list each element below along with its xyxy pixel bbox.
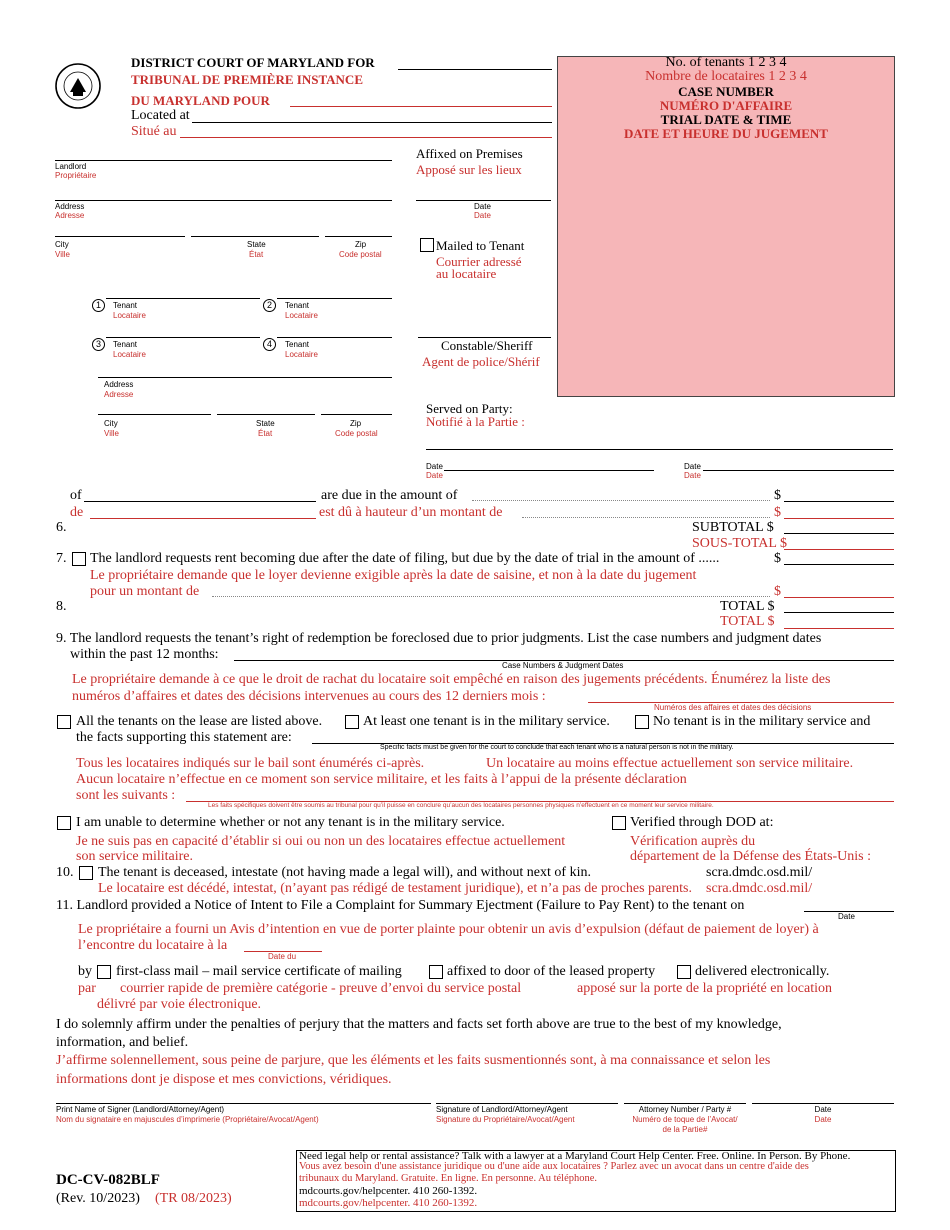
signer-name-label-fr: Nom du signataire en majuscules d’imprimerie (Propriétaire/Avocat/Agent) [56, 1115, 319, 1124]
tenant-state-label: State [256, 419, 275, 428]
tenant-3-field[interactable] [106, 337, 260, 338]
item-11-date-caption-fr: Date du [268, 952, 297, 961]
constable-label: Constable/Sheriff [441, 338, 533, 353]
affixed-date-field[interactable] [416, 200, 551, 201]
rent-period-field[interactable] [84, 501, 316, 502]
located-at-label-fr: Situé au [131, 124, 177, 139]
tenant-in-military-label-fr: Un locataire au moins effectue actuellement son service militaire. [486, 756, 854, 771]
tenant-state-label-fr: État [258, 429, 273, 438]
military-facts-label-fr: sont les suivants : [76, 788, 176, 803]
case-number-label: CASE NUMBER [678, 84, 774, 99]
form-translation-revision: (TR 08/2023) [155, 1191, 232, 1206]
item-7-text-fr-2: pour un montant de [90, 584, 200, 599]
dod-verified-label: Verified through DOD at: [630, 815, 774, 830]
landlord-label: Landlord [55, 162, 87, 171]
served-label: Served on Party: [426, 401, 513, 416]
due-leader-fr [522, 517, 770, 518]
affixed-date-label-fr: Date [474, 211, 491, 220]
served-date-2-field[interactable] [703, 470, 894, 471]
tenant-4-number: 4 [263, 338, 276, 351]
item-11-text: 11. Landlord provided a Notice of Intent to File a Complaint for Summary Ejectment (Failure to Pay Rent) to the tenant on [56, 898, 745, 913]
of-label-fr: de [70, 505, 84, 520]
item-9-caption: Case Numbers & Judgment Dates [502, 661, 624, 670]
served-date-2-label: Date [684, 462, 701, 471]
subtotal-line-fr [784, 549, 894, 550]
served-date-1-label-fr: Date [426, 471, 443, 480]
help-center-box [296, 1150, 896, 1212]
signature-date-field[interactable] [752, 1103, 894, 1104]
court-title-fr-1: TRIBUNAL DE PREMIÈRE INSTANCE [131, 72, 363, 87]
tenant-1-field[interactable] [106, 298, 260, 299]
affixed-date-label: Date [474, 202, 491, 211]
due-label: are due in the amount of [321, 488, 458, 503]
court-county-line-fr [290, 106, 552, 107]
attorney-number-label-fr-1: Numéro de toque de l’Avocat/ [632, 1115, 738, 1124]
tenant-2-label-fr: Locataire [285, 311, 318, 320]
served-party-field[interactable] [426, 449, 893, 450]
mailed-label-fr-1: Courrier adressé [436, 254, 522, 269]
help-contact-en[interactable]: mdcourts.gov/helpcenter. 410 260-1392. [299, 1185, 478, 1197]
tenant-address-label: Address [104, 380, 134, 389]
item-8-number: 8. [56, 599, 67, 614]
delivered-electronically-checkbox[interactable] [677, 965, 691, 979]
tenant-zip-label-fr: Code postal [335, 429, 378, 438]
item-11-date-caption: Date [838, 912, 855, 921]
subtotal-field[interactable] [784, 533, 894, 534]
total-line-fr [784, 628, 894, 629]
served-date-2-label-fr: Date [684, 471, 701, 480]
affirmation-fr-2: informations dont je dispose et mes convictions, véridiques. [56, 1072, 392, 1087]
due-amount-field[interactable] [784, 501, 894, 502]
state-label: State [247, 240, 266, 249]
item-7-leader-fr [212, 596, 770, 597]
served-date-1-field[interactable] [444, 470, 654, 471]
tenant-address-label-fr: Adresse [104, 390, 134, 399]
mailed-label: Mailed to Tenant [436, 238, 525, 253]
total-label: TOTAL $ [720, 599, 775, 614]
item-7-number: 7. [56, 551, 67, 566]
landlord-label-fr: Propriétaire [55, 171, 97, 180]
zip-label-fr: Code postal [339, 250, 382, 259]
delivered-electronically-label-fr: délivré par voie électronique. [97, 997, 262, 1012]
landlord-field[interactable] [55, 160, 392, 161]
constable-label-fr: Agent de police/Shérif [422, 354, 540, 369]
located-at-label: Located at [131, 108, 190, 123]
attorney-number-label-fr-2: de la Partie# [662, 1125, 708, 1134]
affixed-label: Affixed on Premises [416, 146, 523, 161]
item-11-text-fr-1: Le propriétaire a fourni un Avis d’intention en vue de porter plainte pour obtenir un avis d’expulsion (défaut de paiement de loyer) à [78, 922, 819, 937]
tenant-count-label: No. of tenants 1 2 3 4 [665, 55, 787, 70]
case-info-box [557, 56, 895, 397]
no-tenant-military-checkbox[interactable] [635, 715, 649, 729]
item-10-checkbox[interactable] [79, 866, 93, 880]
signature-date-label: Date [814, 1105, 832, 1114]
affixed-door-label-fr: apposé sur la porte de la propriété en location [577, 981, 833, 996]
due-label-fr: est dû à hauteur d’un montant de [319, 505, 503, 520]
signature-label-fr: Signature du Propriétaire/Avocat/Agent [436, 1115, 575, 1124]
affixed-door-checkbox[interactable] [429, 965, 443, 979]
item-9-text-fr-1: Le propriétaire demande à ce que le droit de rachat du locataire soit empêché en raison des jugements précédents. Énumérez la liste des [72, 672, 831, 687]
affixed-label-fr: Apposé sur les lieux [416, 162, 522, 177]
form-revision: (Rev. 10/2023) [56, 1191, 140, 1206]
served-label-fr: Notifié à la Partie : [426, 414, 525, 429]
case-number-label-fr: NUMÉRO D'AFFAIRE [659, 98, 793, 113]
landlord-city-field[interactable] [55, 236, 185, 237]
tenant-in-military-label: At least one tenant is in the military service. [363, 714, 610, 729]
tenant-address-field[interactable] [98, 377, 392, 378]
all-tenants-listed-checkbox[interactable] [57, 715, 71, 729]
item-7-checkbox[interactable] [72, 552, 86, 566]
unable-determine-label: I am unable to determine whether or not any tenant is in the military service. [76, 815, 505, 830]
unable-determine-label-fr-1: Je ne suis pas en capacité d’établir si oui ou non un des locataires effectue actuellement [76, 834, 566, 849]
dod-url-fr[interactable]: scra.dmdc.osd.mil/ [706, 881, 813, 896]
of-label: of [70, 488, 82, 503]
form-id: DC-CV-082BLF [56, 1172, 160, 1188]
unable-determine-label-fr-2: son service militaire. [76, 849, 194, 864]
landlord-state-field[interactable] [191, 236, 319, 237]
landlord-address-field[interactable] [55, 200, 392, 201]
item-10-text: The tenant is deceased, intestate (not having made a legal will), and without next of kin. [98, 865, 591, 880]
due-dollar-fr: $ [774, 505, 781, 520]
tenant-2-label: Tenant [285, 301, 310, 310]
court-seal [54, 58, 102, 114]
located-at-field[interactable] [192, 122, 552, 123]
item-10-text-fr: Le locataire est décédé, intestat, (n’ayant pas rédigé de testament juridique), et n’a pas de proches parents. [98, 881, 692, 896]
tenant-city-field[interactable] [98, 414, 211, 415]
signature-field[interactable] [436, 1103, 618, 1104]
first-class-mail-label-fr: courrier rapide de première catégorie - preuve d’envoi du service postal [120, 981, 522, 996]
unable-determine-checkbox[interactable] [57, 816, 71, 830]
item-7-dollar-fr: $ [774, 584, 781, 599]
total-field[interactable] [784, 612, 894, 613]
trial-date-label-fr: DATE ET HEURE DU JUGEMENT [624, 126, 828, 141]
tenant-2-field[interactable] [277, 298, 392, 299]
item-7-text-fr-1: Le propriétaire demande que le loyer devienne exigible après la date de saisine, et non à la date du jugement [90, 568, 697, 583]
landlord-zip-field[interactable] [325, 236, 392, 237]
tenant-1-label: Tenant [113, 301, 138, 310]
military-facts-caption-fr: Les faits spécifiques doivent être soumis au tribunal pour qu’il puisse en conclure qu’aucun des locataires personnes physiques n’effectuent en ce moment leur service militaire. [208, 802, 714, 809]
tenant-1-label-fr: Locataire [113, 311, 146, 320]
affirmation-fr-1: J’affirme solennellement, sous peine de parjure, que les éléments et les faits susmentionnés sont, à ma connaissance et selon les [56, 1053, 771, 1068]
tenant-3-label: Tenant [113, 340, 138, 349]
item-9-text-fr-2: numéros d’affaires et dates des décisions intervenues au cours des 12 derniers mois : [72, 689, 546, 704]
signer-name-label: Print Name of Signer (Landlord/Attorney/Agent) [56, 1105, 225, 1114]
item-6-number: 6. [56, 520, 67, 535]
zip-label: Zip [355, 240, 367, 249]
mailed-label-fr-2: au locataire [436, 266, 497, 281]
all-tenants-listed-label-fr: Tous les locataires indiqués sur le bail sont énumérés ci-après. [76, 756, 425, 771]
address-label: Address [55, 202, 85, 211]
tenant-4-label: Tenant [285, 340, 310, 349]
tenant-3-number: 3 [92, 338, 105, 351]
tenant-zip-field[interactable] [321, 414, 392, 415]
located-at-line-fr [180, 137, 552, 138]
tenant-3-label-fr: Locataire [113, 350, 146, 359]
dod-verified-label-fr-1: Vérification auprès du [630, 834, 756, 849]
item-9-text-1: 9. The landlord requests the tenant’s right of redemption be foreclosed due to prior judgments. List the case numbers and judgment dates [56, 631, 822, 646]
item-7-amount-line-fr [784, 597, 894, 598]
by-label: by [78, 964, 92, 979]
attorney-number-field[interactable] [624, 1103, 746, 1104]
item-9-text-2: within the past 12 months: [70, 647, 219, 662]
tenant-4-field[interactable] [277, 337, 392, 338]
trial-date-label: TRIAL DATE & TIME [660, 112, 792, 127]
delivered-electronically-label: delivered electronically. [695, 964, 830, 979]
state-label-fr: État [249, 250, 264, 259]
help-text-fr-2: tribunaux du Maryland. Gratuite. En ligne. En personne. Au téléphone. [299, 1173, 598, 1184]
signature-label: Signature of Landlord/Attorney/Agent [436, 1105, 568, 1114]
court-title-fr-2: DU MARYLAND POUR [131, 93, 270, 108]
military-facts-label: the facts supporting this statement are: [76, 730, 292, 745]
dod-url[interactable]: scra.dmdc.osd.mil/ [706, 865, 813, 880]
item-10-number: 10. [56, 865, 74, 880]
tenant-2-number: 2 [263, 299, 276, 312]
by-label-fr: par [78, 981, 96, 996]
due-dollar: $ [774, 488, 781, 503]
address-label-fr: Adresse [55, 211, 85, 220]
subtotal-label: SUBTOTAL $ [692, 520, 774, 535]
city-label: City [55, 240, 69, 249]
due-amount-line-fr [784, 518, 894, 519]
dod-verified-label-fr-2: département de la Défense des États-Unis : [630, 849, 872, 864]
subtotal-label-fr: SOUS-TOTAL $ [692, 536, 787, 551]
signature-date-label-fr: Date [814, 1115, 832, 1124]
served-date-1-label: Date [426, 462, 443, 471]
affirmation-en-2: information, and belief. [56, 1035, 189, 1050]
all-tenants-listed-label: All the tenants on the lease are listed above. [76, 714, 323, 729]
dod-verified-checkbox[interactable] [612, 816, 626, 830]
tenant-in-military-checkbox[interactable] [345, 715, 359, 729]
affixed-door-label: affixed to door of the leased property [447, 964, 656, 979]
item-7-amount-field[interactable] [784, 564, 894, 565]
court-county-line[interactable] [398, 69, 552, 70]
tenant-city-label-fr: Ville [104, 429, 119, 438]
item-7-text: The landlord requests rent becoming due after the date of filing, but due by the date of trial in the amount of ...... [90, 551, 720, 566]
signer-name-field[interactable] [56, 1103, 431, 1104]
rent-period-line-fr [90, 518, 316, 519]
tenant-city-label: City [104, 419, 118, 428]
no-tenant-military-label-fr: Aucun locataire n’effectue en ce moment son service militaire, et les faits à l’appui de la présente déclaration [76, 772, 687, 787]
item-9-caption-fr: Numéros des affaires et dates des décisions [654, 703, 812, 712]
item-11-text-fr-2: l’encontre du locataire à la [78, 938, 228, 953]
first-class-mail-label: first-class mail – mail service certificate of mailing [116, 964, 402, 979]
tenant-4-label-fr: Locataire [285, 350, 318, 359]
city-label-fr: Ville [55, 250, 70, 259]
total-label-fr: TOTAL $ [720, 614, 775, 629]
help-contact-fr[interactable]: mdcourts.gov/helpcenter. 410 260-1392. [299, 1197, 478, 1209]
due-leader [472, 500, 770, 501]
first-class-mail-checkbox[interactable] [97, 965, 111, 979]
help-text-en: Need legal help or rental assistance? Talk with a lawyer at a Maryland Court Help Center. Free. Online. In Person. By Phone. [299, 1150, 851, 1162]
tenant-1-number: 1 [92, 299, 105, 312]
mailed-checkbox[interactable] [420, 238, 434, 252]
tenant-state-field[interactable] [217, 414, 315, 415]
tenant-count-label-fr: Nombre de locataires 1 2 3 4 [645, 69, 807, 84]
help-text-fr-1: Vous avez besoin d'une assistance juridique ou d'une aide aux locataires ? Parlez avec un avocat dans un centre d'aide des [299, 1161, 809, 1172]
tenant-zip-label: Zip [350, 419, 362, 428]
item-7-dollar: $ [774, 551, 781, 566]
affirmation-en-1: I do solemnly affirm under the penalties of perjury that the matters and facts set forth above are true to the best of my knowledge, [56, 1017, 782, 1032]
no-tenant-military-label: No tenant is in the military service and [653, 714, 871, 729]
attorney-number-label: Attorney Number / Party # [638, 1105, 732, 1114]
court-title-en: DISTRICT COURT OF MARYLAND FOR [131, 55, 375, 70]
military-facts-caption: Specific facts must be given for the court to conclude that each tenant who is a natural person is not in the military. [380, 744, 734, 751]
